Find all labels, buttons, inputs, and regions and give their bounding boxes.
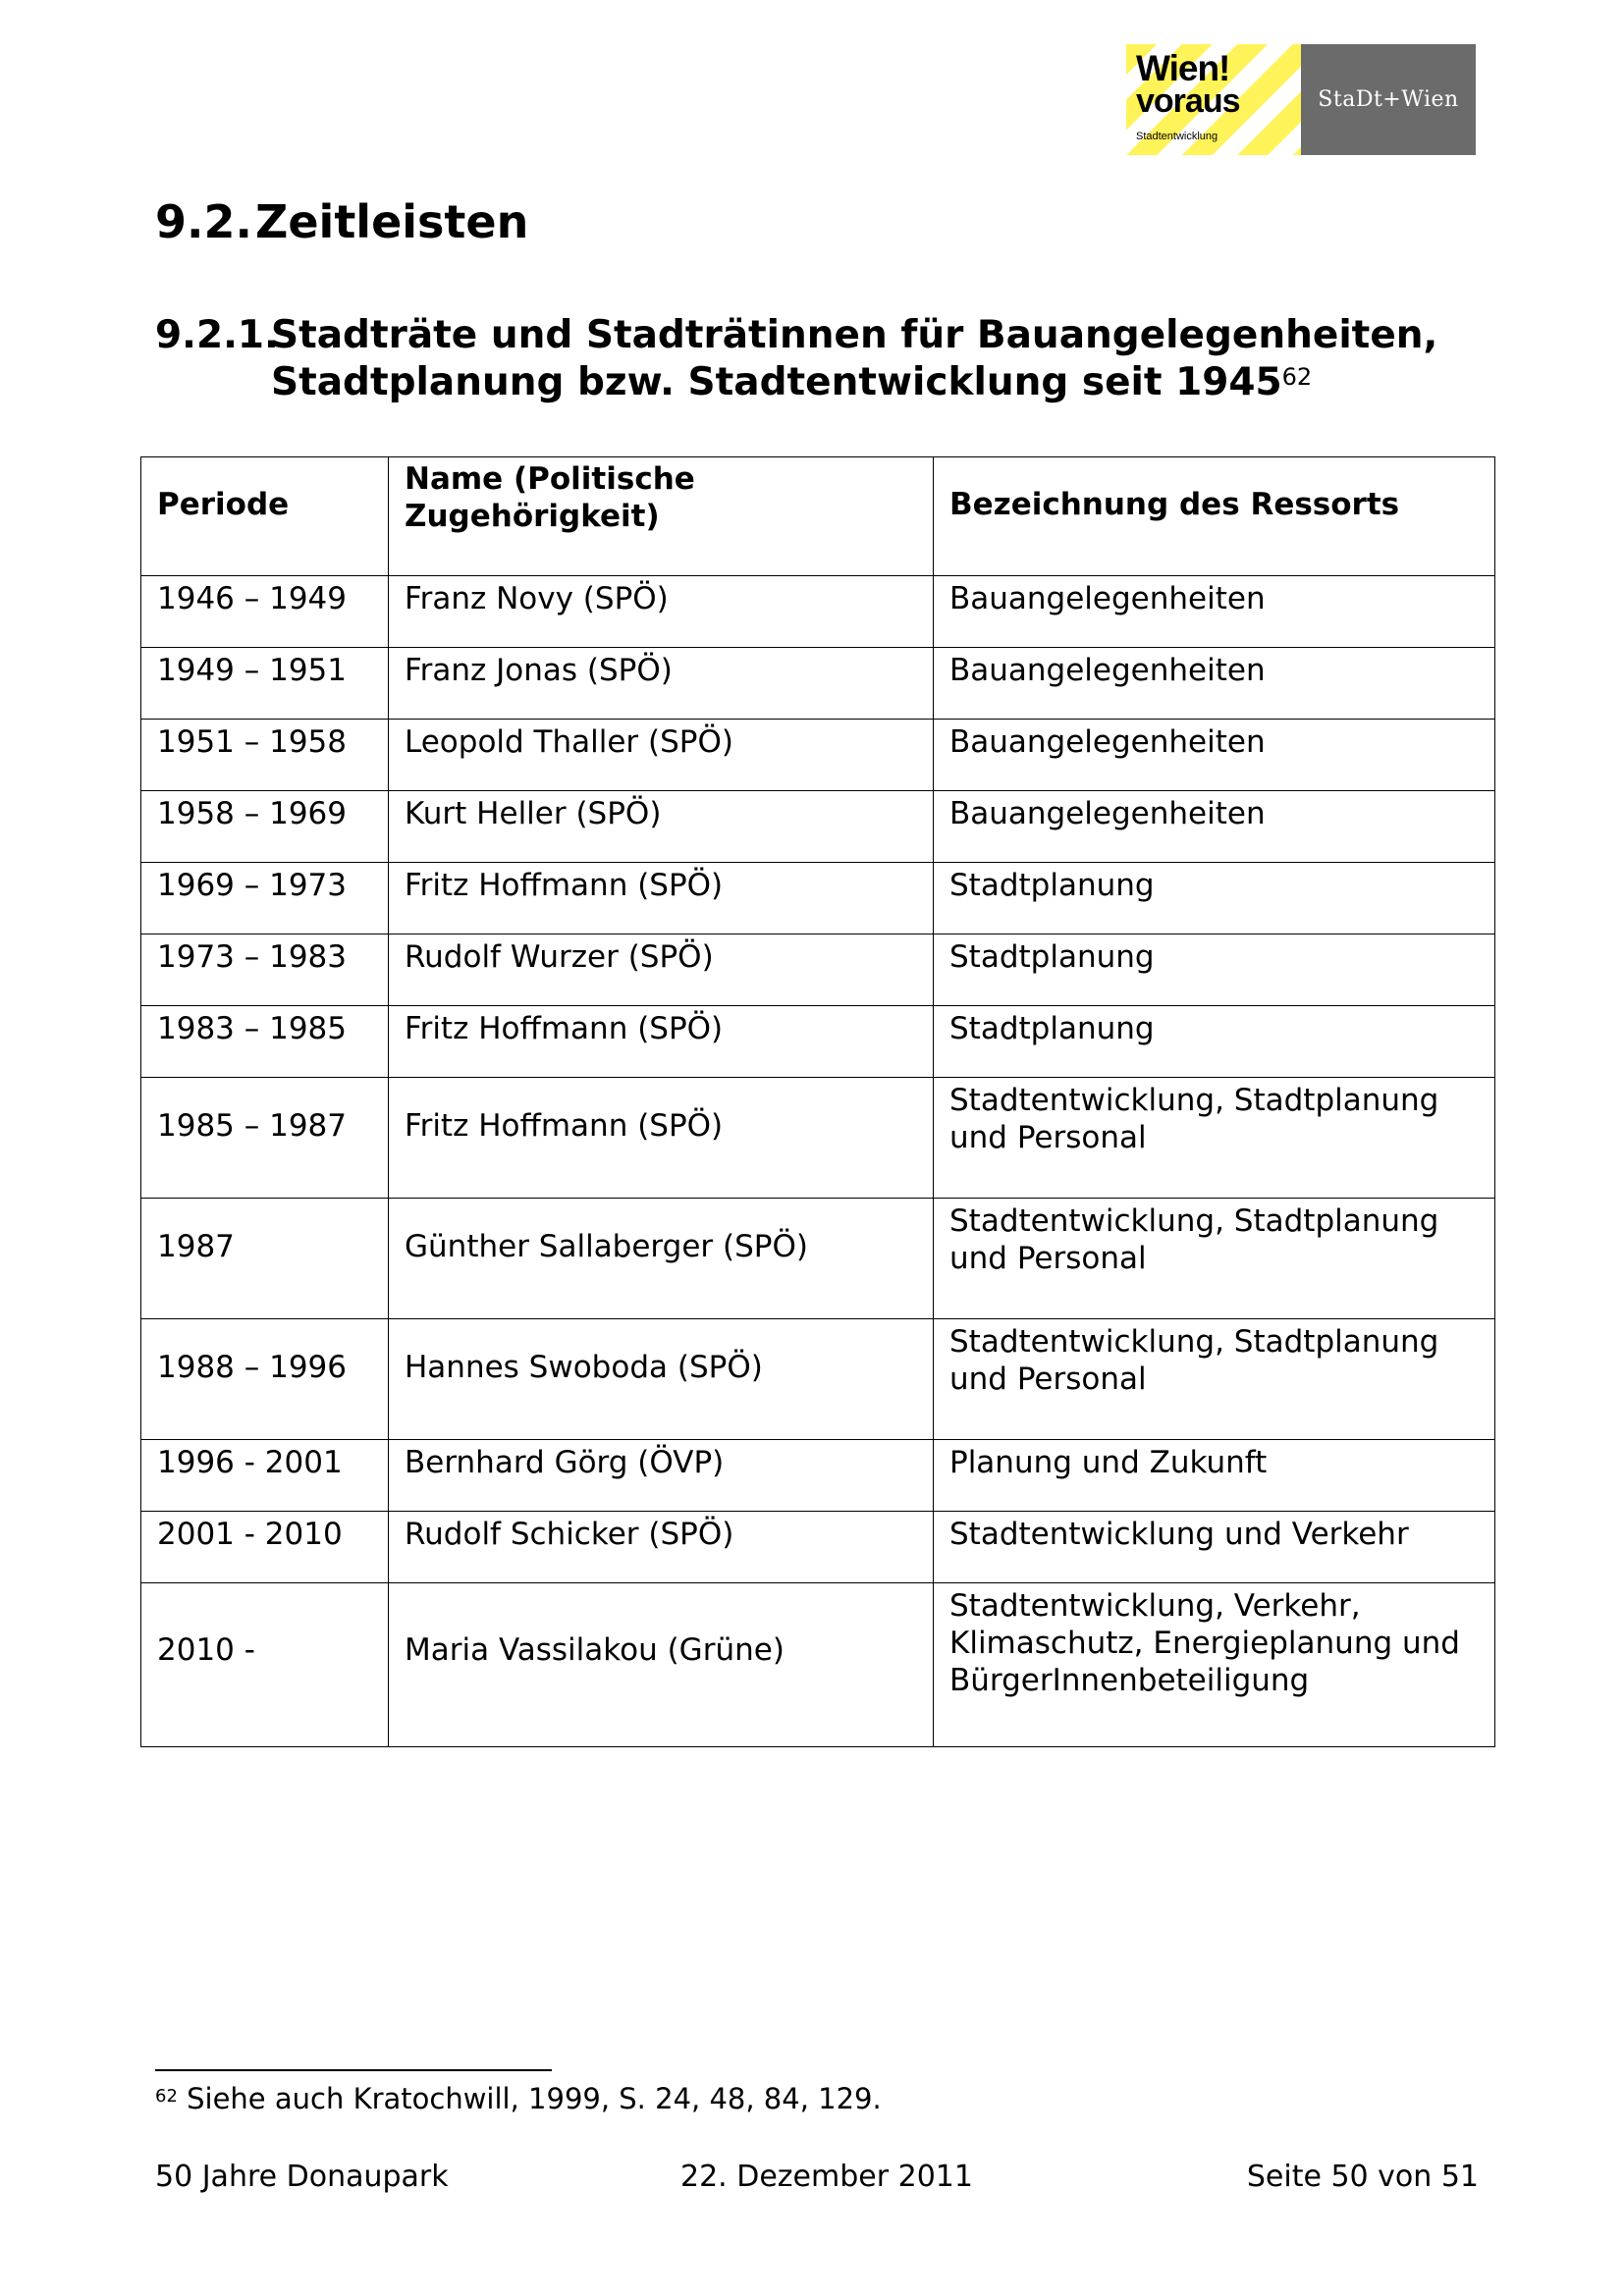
section-heading [155,194,528,249]
cell-name: Bernhard Görg (ÖVP) [389,1440,934,1512]
cell-period: 1946 – 1949 [141,576,389,648]
table-row [141,1199,1495,1319]
logo-voraus-text: voraus [1136,82,1240,120]
section-number: 9.2. [155,195,252,248]
cell-name: Hannes Swoboda (SPÖ) [389,1319,934,1440]
cell-period: 1958 – 1969 [141,791,389,863]
footnote-divider [155,2069,552,2071]
cell-period: 2001 - 2010 [141,1512,389,1583]
table-row [141,720,1495,791]
cell-resort: Stadtplanung [934,1006,1495,1078]
header-periode: Periode [141,457,389,576]
cell-resort: Stadtentwicklung, Stadtplanung und Personal [934,1319,1495,1440]
table-row [141,1583,1495,1747]
table-row [141,934,1495,1006]
table-row [141,648,1495,720]
cell-period: 1949 – 1951 [141,648,389,720]
section-title: Zeitleisten [255,195,529,248]
cell-resort: Stadtentwicklung, Verkehr, Klimaschutz, Energieplanung und BürgerInnenbeteiligung [934,1583,1495,1747]
cell-name: Fritz Hoffmann (SPÖ) [389,1006,934,1078]
cell-name: Rudolf Schicker (SPÖ) [389,1512,934,1583]
cell-period: 2010 - [141,1583,389,1747]
cell-resort: Planung und Zukunft [934,1440,1495,1512]
footnote-reference[interactable]: 62 [1281,363,1313,391]
cell-resort: Bauangelegenheiten [934,576,1495,648]
cell-name: Franz Novy (SPÖ) [389,576,934,648]
header-name: Name (Politische Zugehörigkeit) [389,457,934,576]
cell-resort: Stadtentwicklung, Stadtplanung und Personal [934,1199,1495,1319]
cell-resort: Stadtplanung [934,863,1495,934]
footnote-number: 62 [155,2086,178,2107]
cell-resort: Bauangelegenheiten [934,648,1495,720]
footer-date: 22. Dezember 2011 [680,2160,973,2194]
cell-name: Franz Jonas (SPÖ) [389,648,934,720]
table-row [141,1512,1495,1583]
subsection-number: 9.2.1. [155,313,279,357]
cell-period: 1983 – 1985 [141,1006,389,1078]
cell-resort: Stadtentwicklung, Stadtplanung und Personal [934,1078,1495,1199]
table-row [141,1319,1495,1440]
subsection-title-line2: Stadtplanung bzw. Stadtentwicklung seit 1945 [271,360,1282,404]
cell-period: 1985 – 1987 [141,1078,389,1199]
table-row [141,791,1495,863]
cell-period: 1973 – 1983 [141,934,389,1006]
stadt-wien-logo: StaDt+Wien [1301,44,1476,155]
subsection-heading [155,312,1530,406]
cell-period: 1987 [141,1199,389,1319]
cell-name: Fritz Hoffmann (SPÖ) [389,863,934,934]
logo-wien-text: Wien! [1136,48,1230,88]
cell-resort: Bauangelegenheiten [934,720,1495,791]
cell-name: Leopold Thaller (SPÖ) [389,720,934,791]
footer-title: 50 Jahre Donaupark [155,2160,449,2194]
cell-resort: Stadtentwicklung und Verkehr [934,1512,1495,1583]
header-ressort: Bezeichnung des Ressorts [934,457,1495,576]
logo [1126,44,1476,155]
table-row [141,1440,1495,1512]
table-row [141,576,1495,648]
cell-period: 1988 – 1996 [141,1319,389,1440]
cell-name: Rudolf Wurzer (SPÖ) [389,934,934,1006]
subsection-title-line1: Stadträte und Stadträtinnen für Bauangelegenheiten, [271,313,1438,357]
cell-name: Fritz Hoffmann (SPÖ) [389,1078,934,1199]
cell-period: 1951 – 1958 [141,720,389,791]
wien-voraus-logo [1126,44,1301,155]
cell-name: Kurt Heller (SPÖ) [389,791,934,863]
council-table [140,456,1495,1747]
footer-page-number: Seite 50 von 51 [1246,2160,1479,2194]
table-header-row [141,457,1495,576]
footnote [155,2081,882,2116]
cell-resort: Bauangelegenheiten [934,791,1495,863]
cell-name: Günther Sallaberger (SPÖ) [389,1199,934,1319]
table-row [141,1006,1495,1078]
cell-period: 1996 - 2001 [141,1440,389,1512]
table-row [141,863,1495,934]
cell-resort: Stadtplanung [934,934,1495,1006]
cell-period: 1969 – 1973 [141,863,389,934]
table-row [141,1078,1495,1199]
footnote-text: Siehe auch Kratochwill, 1999, S. 24, 48, 84, 129. [177,2082,882,2115]
cell-name: Maria Vassilakou (Grüne) [389,1583,934,1747]
logo-stadtentwicklung-text: Stadtentwicklung [1136,131,1218,142]
